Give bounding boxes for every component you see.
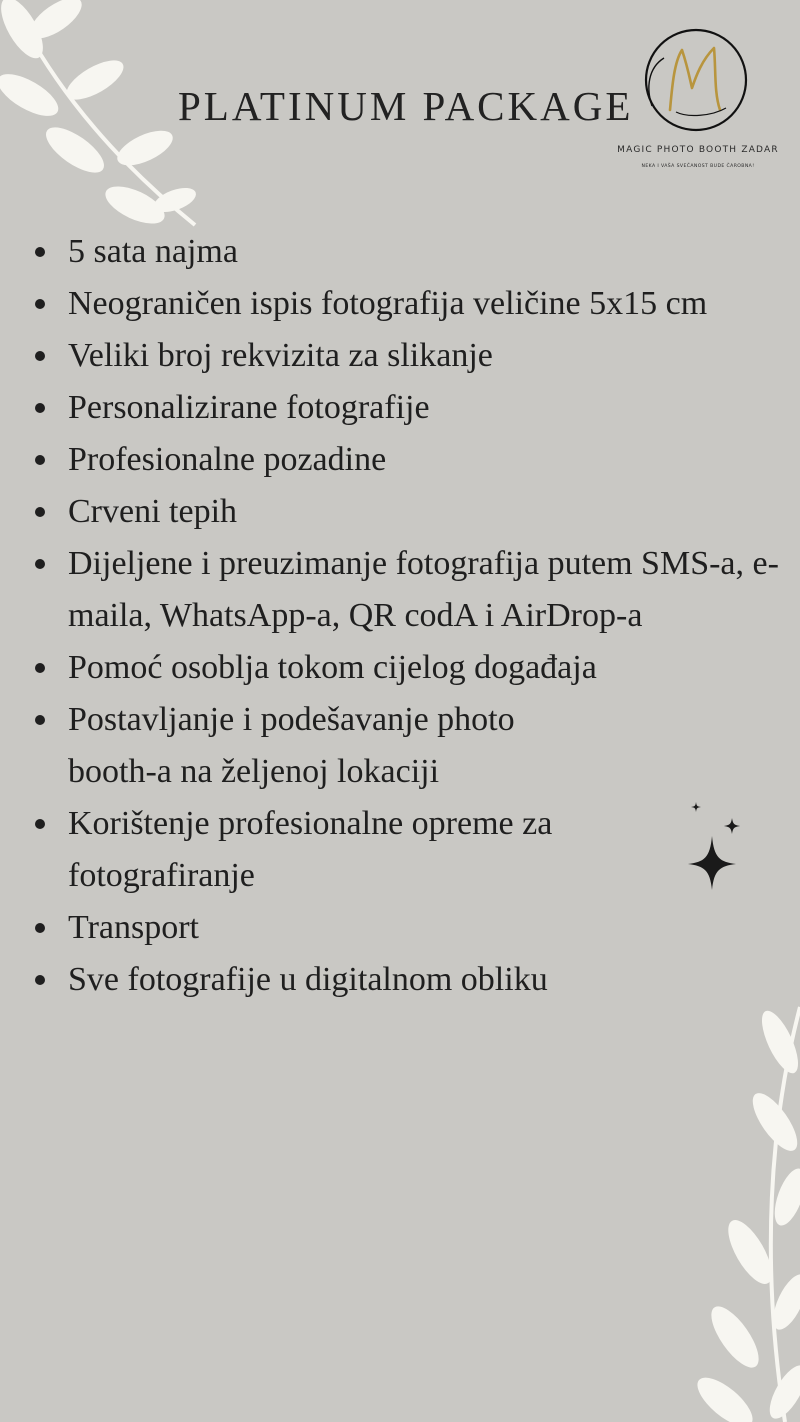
bullet xyxy=(35,351,45,361)
list-item: Sve fotografije u digitalnom obliku xyxy=(30,954,796,1006)
list-item: 5 sata najma xyxy=(30,226,796,278)
list-item: Korištenje profesionalne opreme za fotografiranje xyxy=(30,798,668,902)
list-item: Dijeljene i preuzimanje fotografija putem SMS-a, e-maila, WhatsApp-a, QR codA i AirDrop-a xyxy=(30,538,796,642)
list-item: Personalizirane fotografije xyxy=(30,382,796,434)
bullet xyxy=(35,715,45,725)
list-item: Neograničen ispis fotografija veličine 5x15 cm xyxy=(30,278,796,330)
list-item: Postavljanje i podešavanje photo booth-a na željenoj lokaciji xyxy=(30,694,588,798)
bullet xyxy=(35,507,45,517)
logo-tagline: NEKA I VAŠA SVEČANOST BUDE ČAROBNA! xyxy=(641,164,755,169)
bullet xyxy=(35,403,45,413)
logo-brand-name: MAGIC PHOTO BOOTH ZADAR xyxy=(617,145,779,155)
list-item: Profesionalne pozadine xyxy=(30,434,796,486)
bullet xyxy=(35,455,45,465)
list-item: Transport xyxy=(30,902,796,954)
leaf-branch-bottom-right-icon xyxy=(690,1002,800,1422)
list-item: Pomoć osoblja tokom cijelog događaja xyxy=(30,642,796,694)
bullet xyxy=(35,299,45,309)
bullet xyxy=(35,247,45,257)
list-item: Veliki broj rekvizita za slikanje xyxy=(30,330,796,382)
bullet xyxy=(35,975,45,985)
sparkle-icon xyxy=(682,800,746,892)
leaf-branch-top-left-icon xyxy=(0,0,200,230)
bullet xyxy=(35,663,45,673)
list-item: Crveni tepih xyxy=(30,486,796,538)
m-monogram-icon xyxy=(630,18,760,138)
page-title: PLATINUM PACKAGE xyxy=(178,83,634,129)
bullet xyxy=(35,819,45,829)
bullet xyxy=(35,923,45,933)
bullet xyxy=(35,559,45,569)
